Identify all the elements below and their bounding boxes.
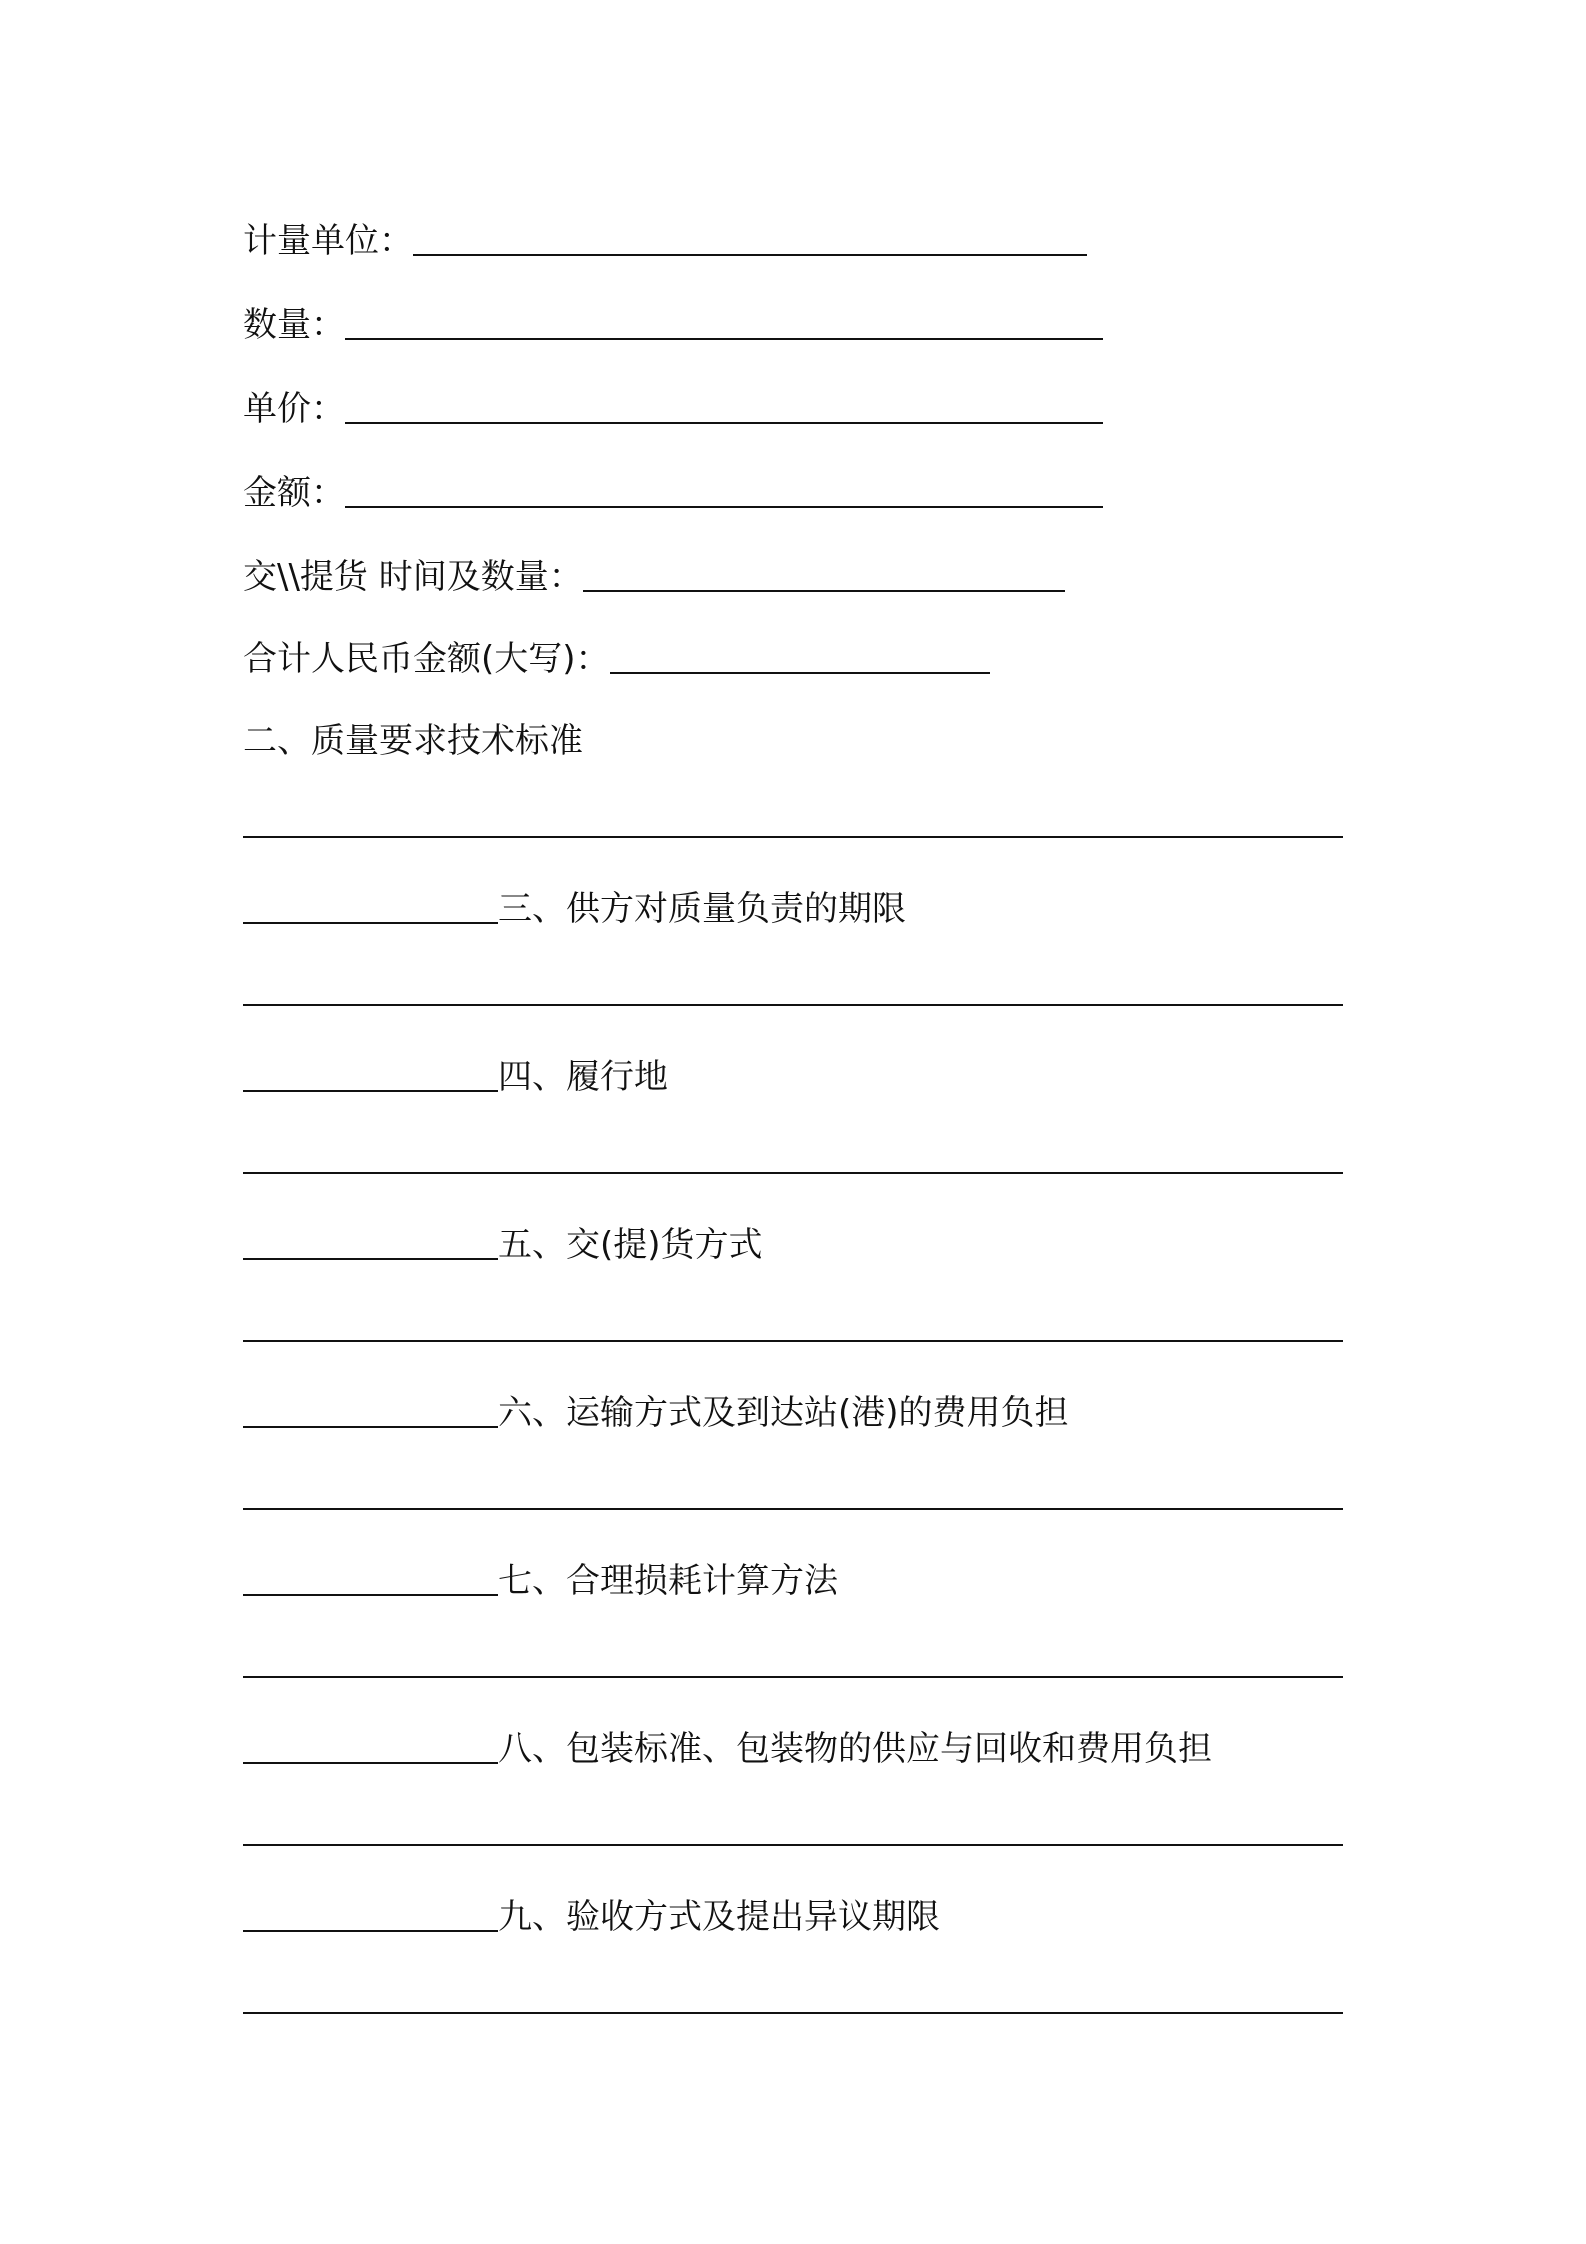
- delivery-field: [243, 542, 1065, 598]
- section-3-title: 三、供方对质量负责的期限: [498, 889, 906, 929]
- section-9-rule[interactable]: [243, 2012, 1343, 2014]
- delivery-blank[interactable]: [583, 590, 1065, 592]
- amount-label: 金额：: [243, 473, 345, 513]
- unit-price-blank[interactable]: [345, 422, 1103, 424]
- section-9-line: [243, 1882, 940, 1938]
- section-2-heading: [243, 706, 583, 762]
- section-8-rule[interactable]: [243, 1844, 1343, 1846]
- section-6-title: 六、运输方式及到达站(港)的费用负担: [498, 1393, 1069, 1433]
- section-6-continuation-blank[interactable]: [243, 1594, 498, 1596]
- section-5-title: 五、交(提)货方式: [498, 1225, 763, 1265]
- section-2-title: 二、质量要求技术标准: [243, 721, 583, 761]
- delivery-label: 交\\提货 时间及数量：: [243, 557, 583, 597]
- section-2-rule[interactable]: [243, 836, 1343, 838]
- quantity-field: [243, 290, 1103, 346]
- section-7-line: [243, 1546, 838, 1602]
- amount-field: [243, 458, 1103, 514]
- section-3-rule[interactable]: [243, 1004, 1343, 1006]
- section-7-title: 七、合理损耗计算方法: [498, 1561, 838, 1601]
- total-label: 合计人民币金额(大写)：: [243, 639, 610, 679]
- unit-price-field: [243, 374, 1103, 430]
- section-7-continuation-blank[interactable]: [243, 1762, 498, 1764]
- unit-field: [243, 206, 1087, 262]
- unit-price-label: 单价：: [243, 389, 345, 429]
- section-7-rule[interactable]: [243, 1676, 1343, 1678]
- total-field: [243, 624, 990, 680]
- section-4-line: [243, 1042, 668, 1098]
- amount-blank[interactable]: [345, 506, 1103, 508]
- section-4-title: 四、履行地: [498, 1057, 668, 1097]
- section-8-line: [243, 1714, 1212, 1770]
- quantity-label: 数量：: [243, 305, 345, 345]
- total-blank[interactable]: [610, 672, 990, 674]
- section-2-continuation-blank[interactable]: [243, 922, 498, 924]
- section-9-title: 九、验收方式及提出异议期限: [498, 1897, 940, 1937]
- section-5-continuation-blank[interactable]: [243, 1426, 498, 1428]
- section-8-title: 八、包装标准、包装物的供应与回收和费用负担: [498, 1729, 1212, 1769]
- quantity-blank[interactable]: [345, 338, 1103, 340]
- section-6-line: [243, 1378, 1069, 1434]
- section-3-line: [243, 874, 906, 930]
- section-5-rule[interactable]: [243, 1340, 1343, 1342]
- section-4-continuation-blank[interactable]: [243, 1258, 498, 1260]
- unit-blank[interactable]: [413, 254, 1087, 256]
- section-6-rule[interactable]: [243, 1508, 1343, 1510]
- section-4-rule[interactable]: [243, 1172, 1343, 1174]
- unit-label: 计量单位：: [243, 221, 413, 261]
- section-5-line: [243, 1210, 763, 1266]
- section-3-continuation-blank[interactable]: [243, 1090, 498, 1092]
- section-8-continuation-blank[interactable]: [243, 1930, 498, 1932]
